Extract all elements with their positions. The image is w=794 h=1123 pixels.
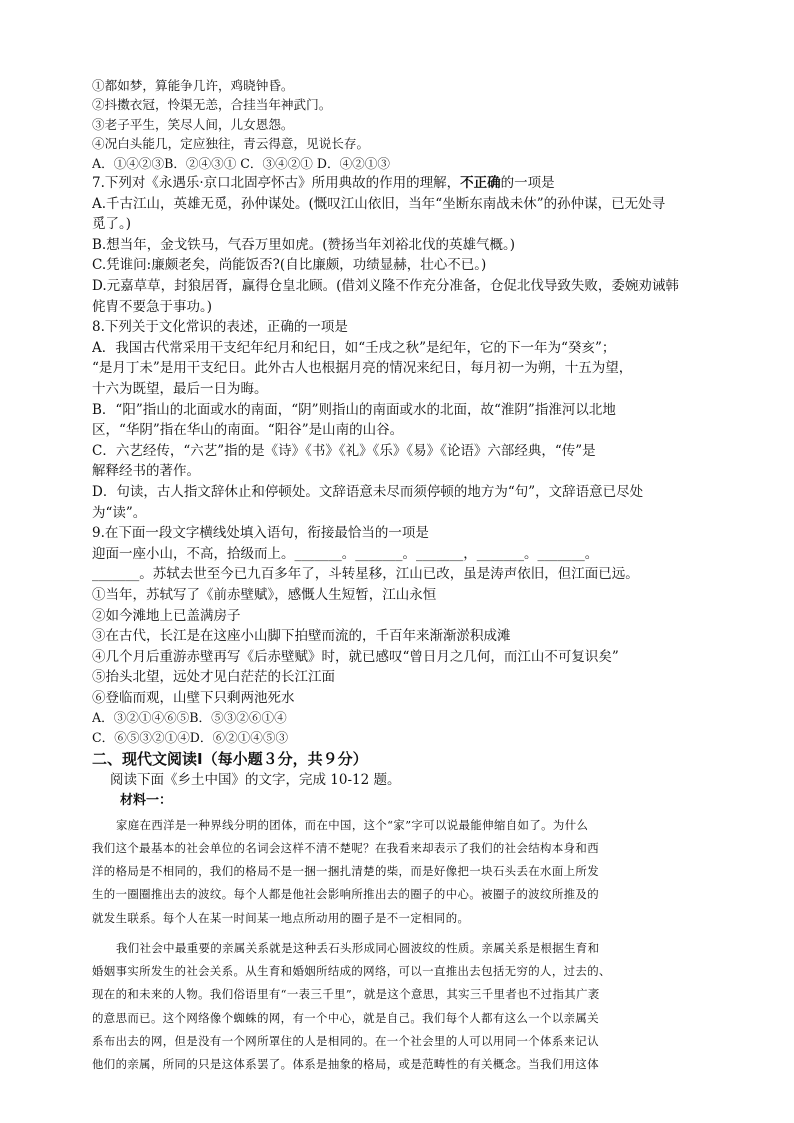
q7-line: C.凭谁问:廉颇老矣，尚能饭否?(自比廉颇，功绩显赫，壮心不已。) (92, 257, 487, 274)
passage-line: 就发生联系。每个人在某一时间某一地点所动用的圈子是不一定相同的。 (92, 910, 470, 925)
q8-line: D．句读，古人指文辞休止和停顿处。文辞语意未尽而须停顿的地方为“句”，文辞语意已尽处 (92, 483, 644, 500)
q8-line: “是月丁未”是用干支纪日。此外古人也根据月亮的情况来纪日，每月初一为朔，十五为望， (92, 360, 633, 377)
passage-line: 婚姻事实所发生的社会关系。从生育和婚姻所结成的网络，可以一直推出去包括无穷的人，过去的、 (92, 964, 611, 979)
section-heading: 二、现代文阅读Ⅰ（每小题３分，共９分） (92, 750, 368, 769)
q9-line: 迎面一座小山，不高，拾级而上。_______。_______。_______，_______。_______。 (92, 545, 599, 562)
passage-line: 系布出去的网，但是没有一个网所罩住的人是相同的。在一个社会里的人可以用同一个体系来记认 (92, 1033, 599, 1048)
passage-paragraph (92, 937, 704, 1076)
q7-line: 侂胄不要急于事功。) (92, 298, 213, 315)
q8-line: 解释经书的著作。 (92, 463, 200, 480)
q7-line: 觅了。) (92, 216, 132, 233)
q9-options: C．⑥⑤③②①④D．⑥②①④⑤③ (92, 729, 289, 745)
q6-line: ④况白头能几，定应独往，青云得意，见说长存。 (92, 136, 370, 152)
passage-line: 现在的和未来的人物。我们俗语里有“一表三千里”，就是这个意思，其实三千里者也不过指其广袤 (92, 987, 600, 1002)
material-label: 材料一： (120, 792, 173, 808)
q9-line: ①当年，苏轼写了《前赤壁赋》，感慨人生短暂，江山永恒 (92, 586, 437, 603)
section-2 (92, 748, 704, 1076)
q6-line: ②抖擞衣冠，怜渠无恙，合挂当年神武门。 (92, 97, 332, 113)
q7-stem: 7.下列对《永遇乐·京口北固亭怀古》所用典故的作用的理解，不正确的一项是 (92, 175, 555, 192)
q7-block (92, 173, 704, 317)
passage-line: 生的一圈圈推出去的波纹。每个人都是他社会影响所推出去的圈子的中心。被圈子的波纹所推及的 (92, 887, 599, 902)
passage-line: 我们社会中最重要的亲属关系就是这种丢石头形成同心圆波纹的性质。亲属关系是根据生育和 (116, 940, 600, 955)
q9-line: ⑥登临而观，山壁下只剩两池死水 (92, 689, 295, 706)
q9-line: ⑤抬头北望，远处才见白茫茫的长江江面 (92, 669, 335, 686)
q9-line: ③在古代，长江是在这座小山脚下拍壁而流的，千百年来渐渐淤积成滩 (92, 628, 511, 645)
q8-line: 区，“华阴”指在华山的南面。“阳谷”是山南的山谷。 (92, 422, 404, 439)
passage-line: 的意思而已。这个网络像个蜘蛛的网，有一个中心，就是自己。我们每个人都有这么一个以亲属关 (92, 1010, 599, 1025)
q8-line: 十六为既望，最后一日为晦。 (92, 380, 268, 397)
q9-line: _______。苏轼去世至今已九百多年了，斗转星移，江山已改，虽是涛声依旧，但江面已远。 (92, 566, 639, 583)
passage-line: 洋的格局是不相同的，我们的格局不是一捆一捆扎清楚的柴，而是好像把一块石头丢在水面上所发 (92, 864, 599, 879)
section-intro: 阅读下面《乡土中国》的文字，完成 10-12 题。 (110, 772, 401, 789)
q8-line: 为“读”。 (92, 504, 147, 521)
exam-page (92, 76, 704, 1076)
q7-stem-emphasis: 不正确 (460, 175, 501, 192)
q7-line: A.千古江山，英雄无觅，孙仲谋处。(慨叹江山依旧，当年“坐断东南战未休”的孙仲谋，已无处寻 (92, 195, 666, 212)
q9-block (92, 523, 704, 747)
q8-block (92, 317, 704, 523)
q6-block (92, 76, 704, 173)
q9-options: A．③②①④⑥⑤B．⑤③②⑥①④ (92, 710, 287, 726)
q6-line: ③老子平生，笑尽人间，儿女恩怨。 (92, 116, 294, 132)
q9-stem: 9.在下面一段文字横线处填入语句，衔接最恰当的一项是 (92, 525, 429, 542)
q7-line: D.元嘉草草，封狼居胥，赢得仓皇北顾。(借刘义隆不作充分准备，仓促北伐导致失败，委婉劝诫韩 (92, 278, 679, 294)
passage-line: 家庭在西洋是一种界线分明的团体，而在中国，这个“家”字可以说最能伸缩自如了。为什么 (116, 817, 589, 832)
passage-line: 我们这个最基本的社会单位的名词会这样不清不楚呢？在我看来却表示了我们的社会结构本身和西 (92, 841, 599, 856)
passage-paragraph (92, 814, 704, 930)
q9-line: ②如今滩地上已盖满房子 (92, 607, 241, 624)
q7-line: B.想当年，金戈铁马，气吞万里如虎。(赞扬当年刘裕北伐的英雄气概。) (92, 236, 515, 253)
q6-line: ①都如梦，算能争几许，鸡晓钟昏。 (92, 78, 294, 93)
q8-stem: 8.下列关于文化常识的表述，正确的一项是 (92, 319, 348, 336)
q9-line: ④几个月后重游赤壁再写《后赤壁赋》时，就已感叹“曾日月之几何，而江山不可复识矣” (92, 648, 619, 665)
q8-line: C．六艺经传，“六艺”指的是《诗》《书》《礼》《乐》《易》《论语》六部经典，“传”是 (92, 442, 596, 459)
q6-options: A．①④②③B．②④③① C．③④②① D．④②①③ (92, 155, 390, 171)
q8-line: A．我国古代常采用干支纪年纪月和纪日，如“壬戌之秋”是纪年，它的下一年为“癸亥”； (92, 339, 616, 356)
q8-line: B．“阳”指山的北面或水的南面，“阴”则指山的南面或水的北面，故“淮阴”指淮河以北地 (92, 401, 616, 418)
passage-line: 他们的亲属，所同的只是这体系罢了。体系是抽象的格局，或是范畴性的有关概念。当我们用这体 (92, 1056, 599, 1071)
